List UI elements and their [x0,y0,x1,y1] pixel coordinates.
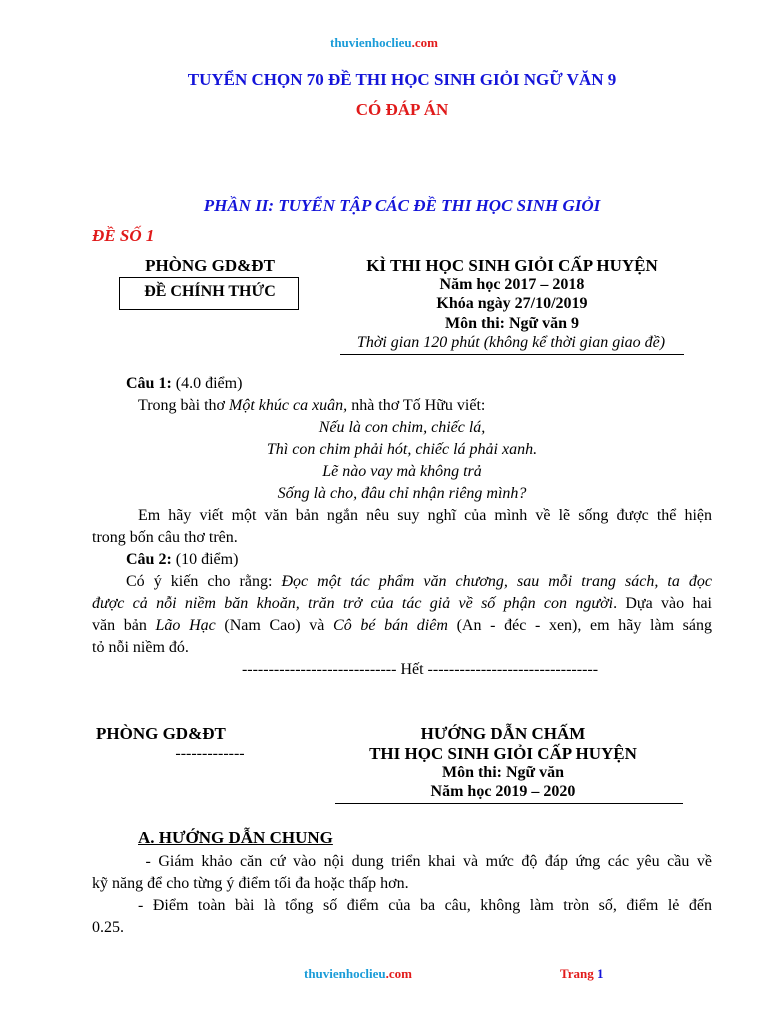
q2-line4: tỏ nỗi niềm đó. [92,639,189,656]
q1-intro [138,395,485,417]
section-a-bullet1-line2: kỹ năng để cho từng ý điểm tối đa hoặc thấp hơn. [92,875,409,892]
exam-duration: Thời gian 120 phút (không kể thời gian giao đề) [356,334,666,351]
q1-task-line1: Em hãy viết một văn bản ngắn nêu suy nghĩ của mình về lẽ sống được thể hiện [138,507,712,524]
footer-site-part1: thuvienhoclieu [304,966,386,981]
q1-intro-b: nhà thơ Tố Hữu viết: [347,397,486,414]
q2-l3-d: Cô bé bán diêm [333,617,448,634]
guide-header-underline [335,803,683,804]
q2-line1 [126,571,712,593]
section-a-bullet2-line2: 0.25. [92,919,124,936]
section-a-bullet2-line1: - Điểm toàn bài là tổng số điểm của ba câu, không làm tròn số, điểm lẻ đến [138,897,712,914]
footer-site-part2: .com [385,966,412,981]
part-heading: PHẦN II: TUYỂN TẬP CÁC ĐỀ THI HỌC SINH GIỎI [203,196,601,215]
header-site [0,35,768,51]
q1-label: Câu 1: [126,375,172,392]
q1-intro-a: Trong bài thơ [138,397,229,414]
end-marker: ----------------------------- Hết -------------------------------- [241,661,599,678]
q2-l1-a: Có ý kiến cho rằng: [126,573,282,590]
section-a-heading: A. HƯỚNG DẪN CHUNG [138,828,333,847]
q1-task-line2: trong bốn câu thơ trên. [92,529,238,546]
poem-line-3: Lẽ nào vay mà không trả [322,463,482,480]
official-label: ĐỀ CHÍNH THỨC [144,283,276,300]
q1-points: (4.0 điểm) [171,375,243,392]
exam-subject: Môn thi: Ngữ văn 9 [444,315,580,332]
guide-exam-name: THI HỌC SINH GIỎI CẤP HUYỆN [369,744,637,763]
footer-site [304,966,412,982]
q2-l3-e: (An - đéc - xen), em hãy làm sáng [447,617,713,634]
exam-school-year: Năm học 2017 – 2018 [439,276,585,293]
guide-dashes: ------------- [175,745,245,762]
q2-label: Câu 2: [126,551,172,568]
exam-name: KÌ THI HỌC SINH GIỎI CẤP HUYỆN [366,256,658,275]
guide-subject: Môn thi: Ngữ văn [441,764,565,781]
q2-l3-c: (Nam Cao) và [215,617,334,634]
exam-number: ĐỀ SỐ 1 [92,226,155,245]
guide-dept: PHÒNG GD&ĐT [96,724,226,743]
exam-dept: PHÒNG GD&ĐT [145,256,275,275]
q1-heading [126,373,242,395]
guide-title: HƯỚNG DẪN CHẤM [420,724,586,743]
q2-l2-a: được cả nỗi niềm băn khoăn, trăn trở của tác giả về số phận con người [92,595,614,612]
q2-l2-b: . Dựa vào hai [613,595,712,612]
q2-l3-b: Lão Hạc [155,617,216,634]
q2-line3 [92,615,712,637]
exam-date: Khóa ngày 27/10/2019 [436,295,588,312]
site-name-part2: .com [411,35,438,50]
section-a-bullet1-line1: - Giám khảo căn cứ vào nội dung triển khai và mức độ đáp ứng các yêu cầu về [138,853,712,870]
guide-school-year: Năm học 2019 – 2020 [430,783,576,800]
q2-points: (10 điểm) [171,551,239,568]
doc-subtitle: CÓ ĐÁP ÁN [355,100,449,119]
poem-line-1: Nếu là con chim, chiếc lá, [318,419,486,436]
poem-line-2: Thì con chim phải hót, chiếc lá phải xanh. [266,441,538,458]
footer-page [560,966,603,982]
q2-line2 [92,593,712,615]
q2-l3-a: văn bản [92,617,156,634]
q1-poem-title: Một khúc ca xuân, [229,397,348,414]
footer-page-word: Trang [560,966,597,981]
poem-line-4: Sống là cho, đâu chỉ nhận riêng mình? [277,485,527,502]
q2-l1-b: Đọc một tác phẩm văn chương, sau mỗi trang sách, ta đọc [281,573,713,590]
exam-header-underline [340,354,684,355]
footer-page-number: 1 [596,966,604,981]
q2-heading [126,549,238,571]
site-name-part1: thuvienhoclieu [330,35,412,50]
doc-title: TUYỂN CHỌN 70 ĐỀ THI HỌC SINH GIỎI NGỮ VĂN 9 [187,70,617,89]
